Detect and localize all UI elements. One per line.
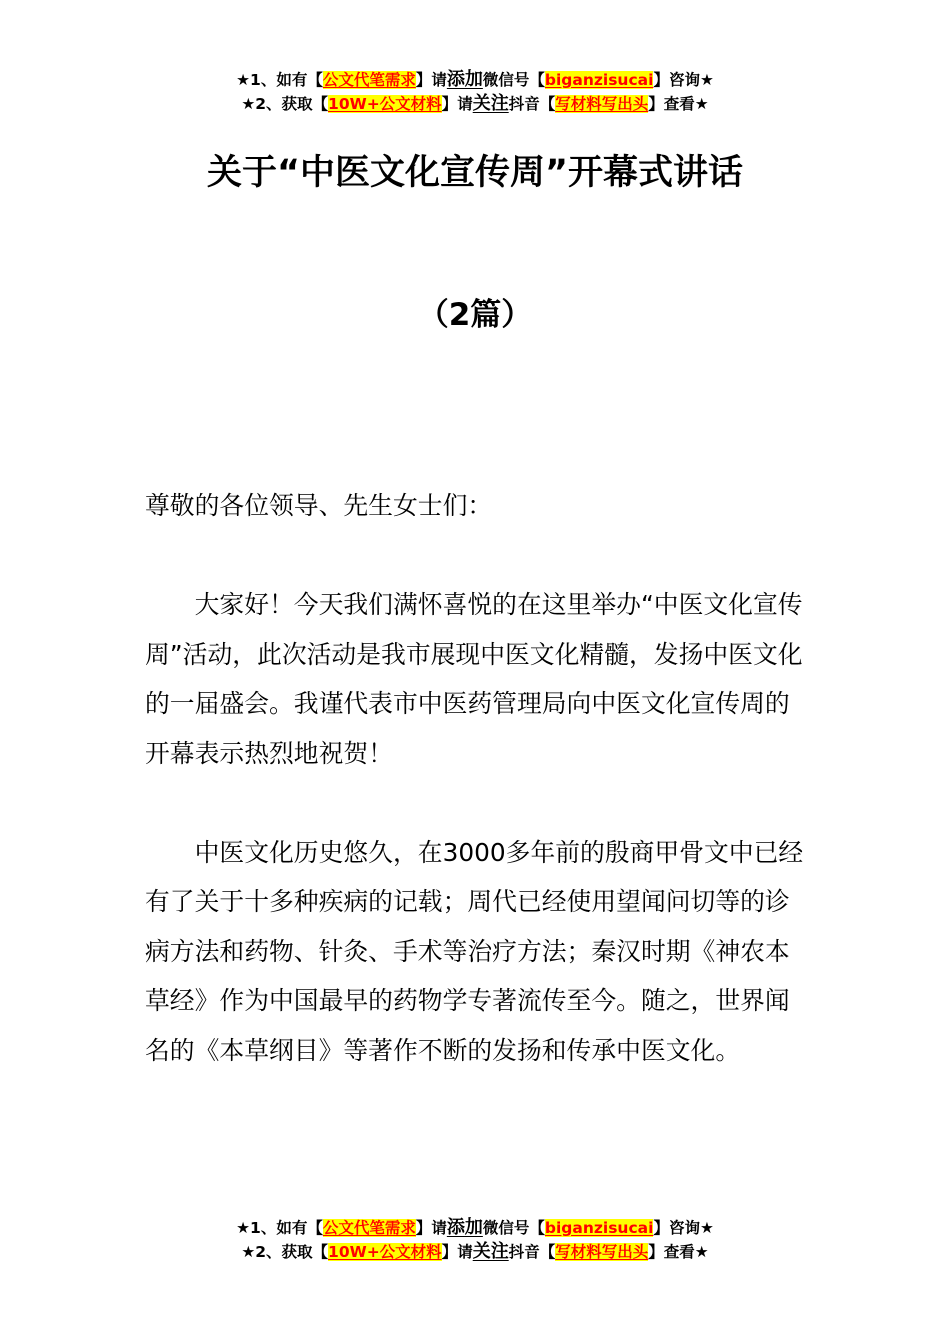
document-body: [145, 481, 807, 1075]
highlight-douyin: 写材料写出头: [555, 1243, 649, 1261]
paragraph: 中医文化历史悠久，在3000多年前的殷商甲骨文中已经有了关于十多种疾病的记载；周代已经使用望闻问切等的诊病方法和药物、针灸、手术等治疗方法；秦汉时期《神农本草经》作为中国最早的药物学专著流传至今。随之，世界闻名的《本草纲目》等著作不断的发扬和传承中医文化。: [145, 837, 804, 1065]
header-notice: [0, 68, 950, 116]
paragraph: 大家好！今天我们满怀喜悦的在这里举办“中医文化宣传周”活动，此次活动是我市展现中医文化精髓，发扬中医文化的一届盛会。我谨代表市中医药管理局向中医文化宣传周的开幕表示热烈地祝贺！: [145, 590, 803, 768]
footer-notice: [0, 1216, 950, 1264]
notice-line-1: ★1、如有【公文代笔需求】请添加微信号【biganzisucai】咨询★: [236, 1217, 714, 1238]
salutation: 尊敬的各位领导、先生女士们：: [145, 491, 493, 520]
notice-line-2: ★2、获取【10W+公文材料】请关注抖音【写材料写出头】查看★: [241, 93, 709, 114]
notice-line-1: ★1、如有【公文代笔需求】请添加微信号【biganzisucai】咨询★: [236, 69, 714, 90]
document-subtitle: （2篇）: [417, 297, 533, 333]
document-title: 关于“中医文化宣传周”开幕式讲话: [206, 153, 743, 193]
highlight-materials: 10W+公文材料: [328, 1243, 442, 1261]
highlight-service: 公文代笔需求: [322, 1219, 416, 1237]
notice-line-2: ★2、获取【10W+公文材料】请关注抖音【写材料写出头】查看★: [241, 1241, 709, 1262]
highlight-douyin: 写材料写出头: [555, 95, 649, 113]
highlight-wechat-id: biganzisucai: [544, 1219, 654, 1237]
highlight-materials: 10W+公文材料: [328, 95, 442, 113]
highlight-wechat-id: biganzisucai: [544, 71, 654, 89]
highlight-service: 公文代笔需求: [322, 71, 416, 89]
